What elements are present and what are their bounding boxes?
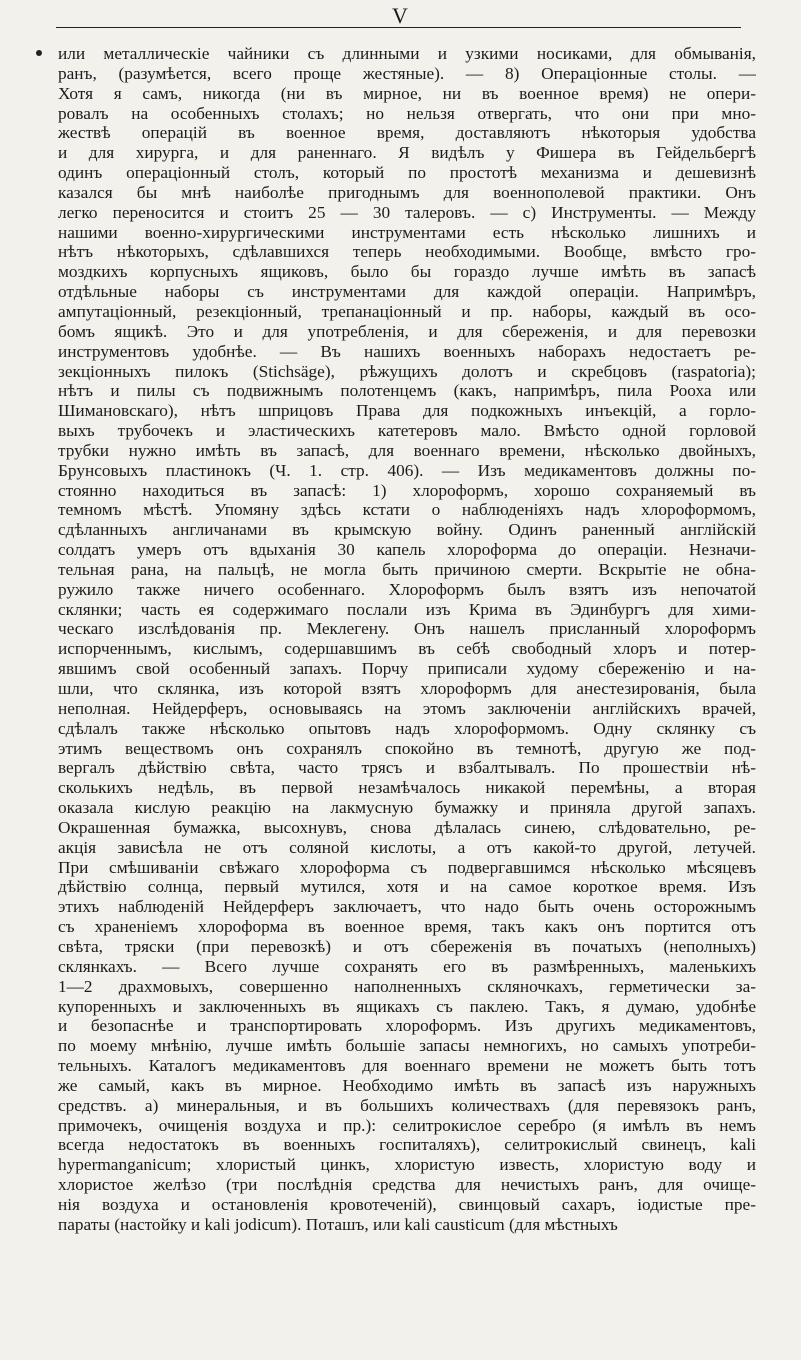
text-line: всегда недостатокъ въ военныхъ госпиталяхъ), селитрокислый свинецъ, kali [58, 1135, 756, 1155]
text-line: неполная. Нейдерферъ, основываясь на этомъ заключеніи англійскихъ врачей, [58, 698, 756, 718]
page-header [0, 0, 801, 30]
page-number: V [392, 3, 409, 28]
text-line: ровалъ на особенныхъ столахъ; но нельзя отвергать, что они при мно- [58, 103, 756, 123]
text-line: сдѣланныхъ англичанами въ крымскую войну. Одинъ раненный англійскій [58, 520, 756, 540]
text-line: отдѣльные наборы съ инструментами для каждой операціи. Напримѣръ, [58, 282, 756, 302]
text-line: шли, что склянка, изъ которой взятъ хлороформъ для анестезированія, была [58, 679, 756, 698]
text-line: или металлическіе чайники съ длинными и узкими носиками, для обмыванія, [58, 44, 756, 63]
text-line: съ храненіемъ хлороформа въ военное время, такъ какъ онъ портится отъ [58, 917, 756, 937]
text-line: акція зависѣла не отъ соляной кислоты, а отъ какой-то другой, летучей. [58, 837, 756, 857]
text-line: моздкихъ корпусныхъ ящиковъ, было бы гораздо лучше имѣть въ запасѣ [58, 262, 756, 282]
text-line: сдѣлалъ также нѣсколько опытовъ надъ хлороформомъ. Одну склянку съ [58, 718, 756, 738]
text-line: казался бы мнѣ наиболѣе пригоднымъ для военнополевой практики. Онъ [58, 182, 756, 202]
text-line: по моему мнѣнію, лучше имѣть большіе запасы немногихъ, но самыхъ употреби- [58, 1036, 756, 1056]
text-line: инструментовъ удобнѣе. — Въ нашихъ военныхъ наборахъ недостаетъ ре- [58, 341, 756, 361]
text-line: жествѣ операцій въ военное время, доставляютъ нѣкоторыя удобства [58, 123, 756, 143]
text-line: нашими военно-хирургическими инструментами есть нѣсколько лишнихъ и [58, 222, 756, 242]
text-line: одинъ операціонный столъ, который по простотѣ механизма и дешевизнѣ [58, 163, 756, 183]
text-line: вергалъ дѣйствію свѣта, часто трясъ и взбалтывалъ. По прошествіи нѣ- [58, 758, 756, 778]
text-line: дѣйствію солнца, первый мутился, хотя и на самое короткое время. Изъ [58, 877, 756, 897]
margin-dot [36, 50, 42, 56]
text-line: явшимъ свой особенный запахъ. Порчу приписали худому сбереженію и на- [58, 659, 756, 679]
text-line: параты (настойку и kali jodicum). Поташъ, или kali causticum (для мѣстныхъ [58, 1214, 618, 1234]
text-line: тельныхъ. Каталогъ медикаментовъ для военнаго времени не можетъ быть тотъ [58, 1056, 756, 1076]
text-line: ампутаціонный, резекціонный, трепанаціонный и пр. наборы, каждый въ осо- [58, 301, 756, 321]
text-line: и безопаснѣе и транспортировать хлороформъ. Изъ другихъ медикаментовъ, [58, 1016, 756, 1036]
text-line: тельная рана, на пальцѣ, не могла быть причиною смерти. Вскрытіе не обна- [58, 559, 756, 579]
text-line: склянки; часть ея содержимаго послали изъ Крима въ Эдинбургъ для хими- [58, 599, 756, 619]
text-line: стоянно находиться въ запасѣ: 1) хлороформъ, хорошо сохраняемый въ [58, 480, 756, 500]
text-line: ческаго изслѣдованія пр. Меклегену. Онъ нашелъ присланный хлороформъ [58, 619, 756, 639]
text-line: этимъ веществомъ онъ сохранялъ спокойно въ темнотѣ, другую же под- [58, 738, 756, 758]
text-line: Хотя я самъ, никогда (ни въ мирное, ни въ военное время) не опери- [58, 83, 756, 103]
text-line: Брунсовыхъ пластинокъ (Ч. 1. стр. 406). — Изъ медикаментовъ должны по- [58, 460, 756, 480]
text-line: трубки нужно имѣть въ запасѣ, для военнаго времени, нѣсколько двойныхъ, [58, 440, 756, 460]
body-text [58, 44, 756, 1235]
text-line: нѣтъ и пилы съ подвижнымъ полотенцемъ (какъ, напримѣръ, пила Рооха или [58, 381, 756, 401]
text-line: зекціонныхъ пилокъ (Stichsäge), рѣжущихъ долотъ и скребцовъ (raspatoria); [58, 361, 756, 381]
text-line: hypermanganicum; хлористый цинкъ, хлористую известь, хлористую воду и [58, 1155, 756, 1175]
text-line: 1—2 драхмовыхъ, совершенно наполненныхъ скляночкахъ, герметически за- [58, 976, 756, 996]
text-line: средствъ. а) минеральныя, и въ большихъ количествахъ (для перевязокъ ранъ, [58, 1095, 756, 1115]
text-line: этихъ наблюденій Нейдерферъ заключаетъ, что надо быть очень осторожнымъ [58, 897, 756, 917]
text-line: же самый, какъ въ мирное. Необходимо имѣть въ запасѣ изъ наружныхъ [58, 1075, 756, 1095]
text-line: выхъ трубочекъ и эластическихъ катетеровъ мало. Вмѣсто одной горловой [58, 421, 756, 441]
text-line: ранъ, (разумѣется, всего проще жестяные). — 8) Операціонные столы. — [58, 63, 756, 83]
text-line: купоренныхъ и заключенныхъ въ ящикахъ съ паклею. Такъ, я думаю, удобнѣе [58, 996, 756, 1016]
text-line: легко переносится и стоитъ 25 — 30 талеровъ. — с) Инструменты. — Между [58, 202, 756, 222]
text-line: примочекъ, очищенія воздуха и пр.): селитрокислое серебро (я имѣлъ въ немъ [58, 1115, 756, 1135]
text-line: склянкахъ. — Всего лучше сохранять его въ размѣренныхъ, маленькихъ [58, 956, 756, 976]
text-line: сколькихъ недѣль, въ первой незамѣчалось никакой перемѣны, а вторая [58, 778, 756, 798]
text-line: хлористое желѣзо (три послѣднія средства для нечистыхъ ранъ, для очище- [58, 1175, 756, 1195]
text-line: и для хирурга, и для раненнаго. Я видѣлъ у Фишера въ Гейдельбергѣ [58, 143, 756, 163]
text-line: нія воздуха и остановленія кровотеченій), свинцовый сахаръ, іодистые пре- [58, 1194, 756, 1214]
text-line: солдатъ умеръ отъ вдыханія 30 капель хлороформа до операціи. Незначи- [58, 540, 756, 560]
text-line: свѣта, тряски (при перевозкѣ) и отъ сбереженія въ початыхъ (неполныхъ) [58, 936, 756, 956]
text-line: темномъ мѣстѣ. Упомяну здѣсь кстати о наблюденіяхъ надъ хлороформомъ, [58, 500, 756, 520]
text-line: Шимановскаго), нѣтъ шприцовъ Права для подкожныхъ инъекцій, а горло- [58, 401, 756, 421]
text-line: бомъ ящикѣ. Это и для употребленія, и для сбереженія, и для перевозки [58, 321, 756, 341]
text-line: нѣтъ нѣкоторыхъ, сдѣлавшихся теперь необходимыми. Вообще, вмѣсто гро- [58, 242, 756, 262]
text-line: При смѣшиваніи свѣжаго хлороформа съ подвергавшимся нѣсколько мѣсяцевъ [58, 857, 756, 877]
text-line: Окрашенная бумажка, высохнувъ, снова дѣлалась синею, слѣдовательно, ре- [58, 817, 756, 837]
text-line: испорченнымъ, кислымъ, содершавшимъ въ себѣ свободный хлоръ и потер- [58, 639, 756, 659]
header-rule [56, 27, 741, 28]
text-line: оказала кислую реакцію на лакмусную бумажку и приняла другой запахъ. [58, 798, 756, 818]
text-line: ружило также ничего особеннаго. Хлороформъ былъ взятъ изъ непочатой [58, 579, 756, 599]
